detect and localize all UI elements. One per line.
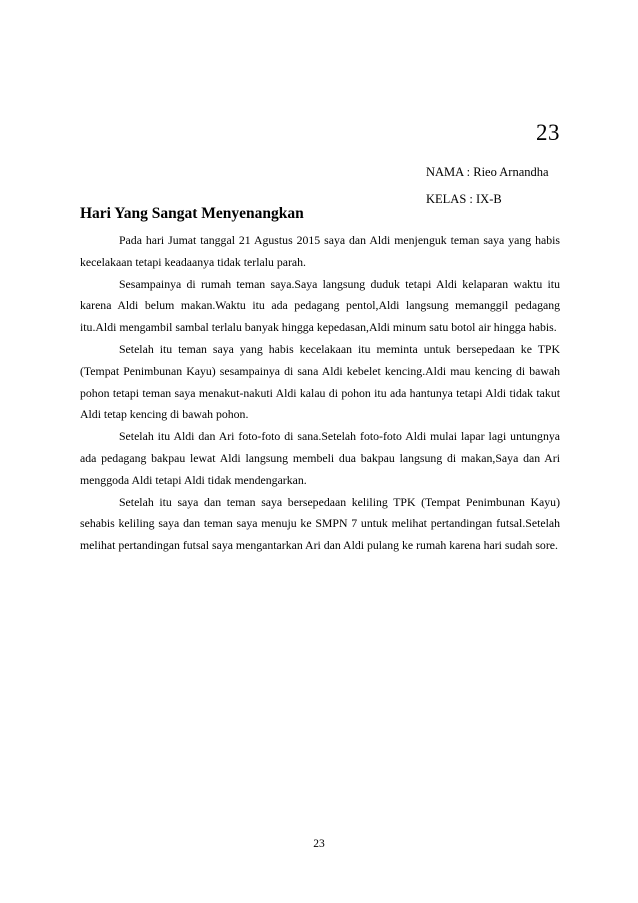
student-class: KELAS : IX-B bbox=[426, 192, 502, 206]
paragraph: Setelah itu teman saya yang habis kecelakaan itu meminta untuk bersepedaan ke TPK (Tempat Penimbunan Kayu) sesampainya di sana Aldi kebelet kencing.Aldi mau kencing di bawah pohon tetapi teman saya menakut-nakuti Aldi kalau di pohon itu ada hantunya tetapi Aldi tidak takut Aldi tetap kencing di bawah pohon. bbox=[80, 341, 560, 422]
page-number-top: 23 bbox=[536, 120, 560, 145]
student-info bbox=[426, 159, 549, 213]
paragraph: Sesampainya di rumah teman saya.Saya langsung duduk tetapi Aldi kelaparan waktu itu karena Aldi belum makan.Waktu itu ada pedagang pentol,Aldi langsung memanggil pedagang itu.Aldi mengambil sambal terlalu banyak hingga kepedasan,Aldi minum satu botol air hingga habis. bbox=[80, 276, 560, 335]
story-title: Hari Yang Sangat Menyenangkan bbox=[80, 205, 304, 222]
paragraph: Pada hari Jumat tanggal 21 Agustus 2015 saya dan Aldi menjenguk teman saya yang habis kecelakaan tetapi keadaanya tidak terlalu parah. bbox=[80, 233, 560, 269]
story-body bbox=[80, 230, 560, 557]
student-name: NAMA : Rieo Arnandha bbox=[426, 165, 549, 179]
paragraph: Setelah itu saya dan teman saya bersepedaan keliling TPK (Tempat Penimbunan Kayu) sehabis keliling saya dan teman saya menuju ke SMPN 7 untuk melihat pertandingan futsal.Setelah melihat pertandingan futsal saya mengantarkan Ari dan Aldi pulang ke rumah karena hari sudah sore. bbox=[80, 494, 560, 553]
page-number-bottom: 23 bbox=[313, 838, 325, 850]
paragraph: Setelah itu Aldi dan Ari foto-foto di sana.Setelah foto-foto Aldi mulai lapar lagi untungnya ada pedagang bakpau lewat Aldi langsung membeli dua bakpau langsung di makan,Saya dan Ari menggoda Aldi tetapi Aldi tidak mendengarkan. bbox=[80, 429, 560, 487]
